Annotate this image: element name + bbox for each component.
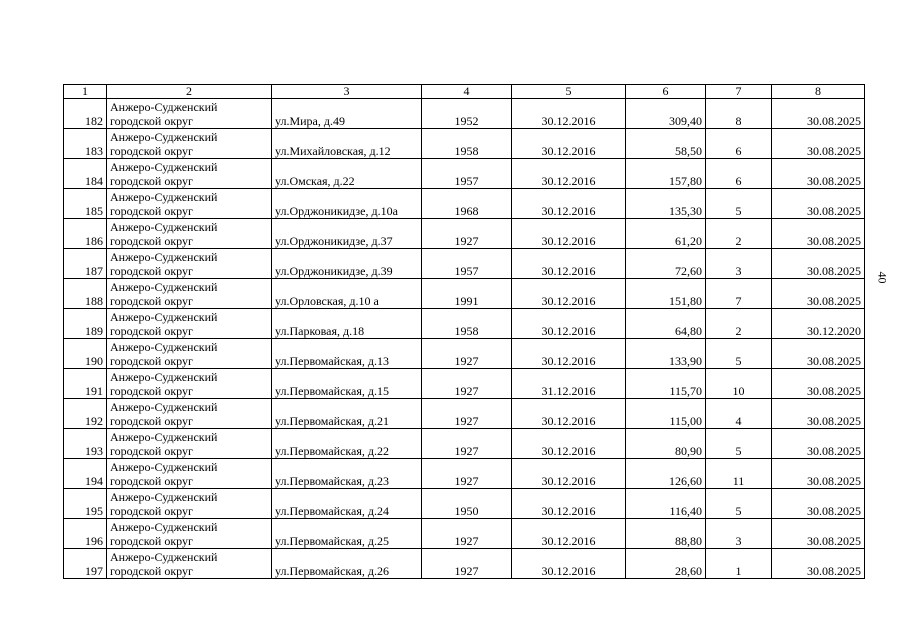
municipality-cell [107, 249, 272, 279]
municipality-line: Анжеро-Судженский [110, 220, 218, 234]
deadline-cell: 30.08.2025 [772, 429, 865, 459]
date-cell: 30.12.2016 [512, 489, 626, 519]
header-cell: 1 [64, 85, 107, 99]
year-cell: 1927 [422, 519, 512, 549]
municipality-line: городской округ [110, 474, 193, 488]
address-cell: ул.Мира, д.49 [272, 99, 422, 129]
municipality-cell [107, 309, 272, 339]
municipality-cell [107, 129, 272, 159]
area-cell: 133,90 [626, 339, 706, 369]
date-cell: 30.12.2016 [512, 279, 626, 309]
count-cell: 6 [706, 159, 772, 189]
municipality-cell [107, 519, 272, 549]
municipality-cell [107, 459, 272, 489]
count-cell: 1 [706, 549, 772, 579]
date-cell: 30.12.2016 [512, 189, 626, 219]
row-number-cell: 196 [64, 519, 107, 549]
date-cell: 30.12.2016 [512, 429, 626, 459]
address-cell: ул.Первомайская, д.21 [272, 399, 422, 429]
row-number-cell: 188 [64, 279, 107, 309]
row-number-cell: 197 [64, 549, 107, 579]
address-cell: ул.Орловская, д.10 а [272, 279, 422, 309]
count-cell: 4 [706, 399, 772, 429]
area-cell: 151,80 [626, 279, 706, 309]
deadline-cell: 30.08.2025 [772, 219, 865, 249]
header-cell: 5 [512, 85, 626, 99]
address-cell: ул.Орджоникидзе, д.39 [272, 249, 422, 279]
municipality-cell [107, 159, 272, 189]
row-number-cell: 186 [64, 219, 107, 249]
date-cell: 30.12.2016 [512, 129, 626, 159]
date-cell: 30.12.2016 [512, 159, 626, 189]
municipality-cell [107, 219, 272, 249]
table-header [64, 85, 865, 99]
table-row [64, 429, 865, 459]
municipality-line: городской округ [110, 144, 193, 158]
date-cell: 30.12.2016 [512, 309, 626, 339]
count-cell: 3 [706, 519, 772, 549]
deadline-cell: 30.08.2025 [772, 189, 865, 219]
municipality-line: Анжеро-Судженский [110, 340, 218, 354]
area-cell: 72,60 [626, 249, 706, 279]
year-cell: 1957 [422, 249, 512, 279]
municipality-line: Анжеро-Судженский [110, 400, 218, 414]
address-cell: ул.Михайловская, д.12 [272, 129, 422, 159]
municipality-line: городской округ [110, 564, 193, 578]
municipality-line: Анжеро-Судженский [110, 250, 218, 264]
address-cell: ул.Первомайская, д.25 [272, 519, 422, 549]
year-cell: 1952 [422, 99, 512, 129]
area-cell: 157,80 [626, 159, 706, 189]
municipality-line: городской округ [110, 114, 193, 128]
area-cell: 309,40 [626, 99, 706, 129]
municipality-line: Анжеро-Судженский [110, 310, 218, 324]
deadline-cell: 30.08.2025 [772, 399, 865, 429]
date-cell: 30.12.2016 [512, 549, 626, 579]
address-cell: ул.Первомайская, д.23 [272, 459, 422, 489]
deadline-cell: 30.08.2025 [772, 519, 865, 549]
deadline-cell: 30.08.2025 [772, 489, 865, 519]
count-cell: 2 [706, 309, 772, 339]
year-cell: 1968 [422, 189, 512, 219]
housing-registry-table [63, 84, 865, 579]
municipality-line: Анжеро-Судженский [110, 160, 218, 174]
address-cell: ул.Первомайская, д.13 [272, 339, 422, 369]
table-row [64, 459, 865, 489]
table-row [64, 189, 865, 219]
header-cell: 4 [422, 85, 512, 99]
date-cell: 30.12.2016 [512, 399, 626, 429]
table-row [64, 129, 865, 159]
row-number-cell: 192 [64, 399, 107, 429]
table-row [64, 519, 865, 549]
count-cell: 2 [706, 219, 772, 249]
area-cell: 116,40 [626, 489, 706, 519]
row-number-cell: 185 [64, 189, 107, 219]
area-cell: 88,80 [626, 519, 706, 549]
year-cell: 1950 [422, 489, 512, 519]
date-cell: 30.12.2016 [512, 99, 626, 129]
row-number-cell: 195 [64, 489, 107, 519]
date-cell: 30.12.2016 [512, 519, 626, 549]
address-cell: ул.Омская, д.22 [272, 159, 422, 189]
year-cell: 1927 [422, 339, 512, 369]
municipality-cell [107, 279, 272, 309]
count-cell: 5 [706, 339, 772, 369]
area-cell: 28,60 [626, 549, 706, 579]
header-cell: 6 [626, 85, 706, 99]
municipality-line: Анжеро-Судженский [110, 490, 218, 504]
municipality-cell [107, 339, 272, 369]
municipality-line: Анжеро-Судженский [110, 460, 218, 474]
address-cell: ул.Парковая, д.18 [272, 309, 422, 339]
deadline-cell: 30.08.2025 [772, 99, 865, 129]
count-cell: 3 [706, 249, 772, 279]
municipality-line: городской округ [110, 234, 193, 248]
municipality-line: городской округ [110, 384, 193, 398]
header-cell: 2 [107, 85, 272, 99]
header-cell: 3 [272, 85, 422, 99]
table-row [64, 369, 865, 399]
table-row [64, 399, 865, 429]
area-cell: 64,80 [626, 309, 706, 339]
date-cell: 30.12.2016 [512, 249, 626, 279]
area-cell: 61,20 [626, 219, 706, 249]
date-cell: 30.12.2016 [512, 219, 626, 249]
deadline-cell: 30.08.2025 [772, 159, 865, 189]
municipality-line: городской округ [110, 504, 193, 518]
municipality-line: Анжеро-Судженский [110, 100, 218, 114]
row-number-cell: 190 [64, 339, 107, 369]
table-row [64, 99, 865, 129]
municipality-cell [107, 189, 272, 219]
address-cell: ул.Орджоникидзе, д.10а [272, 189, 422, 219]
address-cell: ул.Первомайская, д.24 [272, 489, 422, 519]
deadline-cell: 30.08.2025 [772, 339, 865, 369]
deadline-cell: 30.08.2025 [772, 279, 865, 309]
header-cell: 8 [772, 85, 865, 99]
deadline-cell: 30.08.2025 [772, 459, 865, 489]
count-cell: 7 [706, 279, 772, 309]
table-body [64, 99, 865, 579]
deadline-cell: 30.08.2025 [772, 249, 865, 279]
area-cell: 80,90 [626, 429, 706, 459]
year-cell: 1991 [422, 279, 512, 309]
municipality-line: Анжеро-Судженский [110, 370, 218, 384]
year-cell: 1958 [422, 129, 512, 159]
row-number-cell: 187 [64, 249, 107, 279]
municipality-line: городской округ [110, 534, 193, 548]
municipality-line: городской округ [110, 264, 193, 278]
year-cell: 1927 [422, 219, 512, 249]
year-cell: 1927 [422, 369, 512, 399]
count-cell: 5 [706, 189, 772, 219]
header-cell: 7 [706, 85, 772, 99]
deadline-cell: 30.08.2025 [772, 369, 865, 399]
municipality-line: городской округ [110, 204, 193, 218]
deadline-cell: 30.12.2020 [772, 309, 865, 339]
page-number: 40 [875, 271, 890, 284]
municipality-line: Анжеро-Судженский [110, 520, 218, 534]
table-row [64, 339, 865, 369]
municipality-line: городской округ [110, 444, 193, 458]
area-cell: 58,50 [626, 129, 706, 159]
count-cell: 8 [706, 99, 772, 129]
municipality-line: городской округ [110, 324, 193, 338]
area-cell: 115,70 [626, 369, 706, 399]
row-number-cell: 189 [64, 309, 107, 339]
municipality-cell [107, 99, 272, 129]
count-cell: 11 [706, 459, 772, 489]
deadline-cell: 30.08.2025 [772, 129, 865, 159]
date-cell: 31.12.2016 [512, 369, 626, 399]
year-cell: 1957 [422, 159, 512, 189]
year-cell: 1927 [422, 549, 512, 579]
row-number-cell: 191 [64, 369, 107, 399]
header-row [64, 85, 865, 99]
table-row [64, 309, 865, 339]
municipality-line: городской округ [110, 354, 193, 368]
date-cell: 30.12.2016 [512, 339, 626, 369]
municipality-line: Анжеро-Судженский [110, 190, 218, 204]
count-cell: 10 [706, 369, 772, 399]
row-number-cell: 193 [64, 429, 107, 459]
municipality-cell [107, 549, 272, 579]
deadline-cell: 30.08.2025 [772, 549, 865, 579]
table-row [64, 249, 865, 279]
area-cell: 135,30 [626, 189, 706, 219]
year-cell: 1958 [422, 309, 512, 339]
municipality-cell [107, 429, 272, 459]
municipality-line: городской округ [110, 174, 193, 188]
municipality-cell [107, 399, 272, 429]
count-cell: 5 [706, 489, 772, 519]
table-row [64, 279, 865, 309]
municipality-line: городской округ [110, 294, 193, 308]
municipality-cell [107, 489, 272, 519]
row-number-cell: 184 [64, 159, 107, 189]
address-cell: ул.Первомайская, д.26 [272, 549, 422, 579]
year-cell: 1927 [422, 459, 512, 489]
row-number-cell: 183 [64, 129, 107, 159]
row-number-cell: 194 [64, 459, 107, 489]
table-row [64, 159, 865, 189]
municipality-line: городской округ [110, 414, 193, 428]
year-cell: 1927 [422, 399, 512, 429]
address-cell: ул.Первомайская, д.15 [272, 369, 422, 399]
date-cell: 30.12.2016 [512, 459, 626, 489]
municipality-line: Анжеро-Судженский [110, 130, 218, 144]
municipality-line: Анжеро-Судженский [110, 430, 218, 444]
address-cell: ул.Первомайская, д.22 [272, 429, 422, 459]
area-cell: 126,60 [626, 459, 706, 489]
count-cell: 6 [706, 129, 772, 159]
municipality-cell [107, 369, 272, 399]
year-cell: 1927 [422, 429, 512, 459]
table-row [64, 549, 865, 579]
table-row [64, 219, 865, 249]
count-cell: 5 [706, 429, 772, 459]
municipality-line: Анжеро-Судженский [110, 280, 218, 294]
area-cell: 115,00 [626, 399, 706, 429]
row-number-cell: 182 [64, 99, 107, 129]
municipality-line: Анжеро-Судженский [110, 550, 218, 564]
address-cell: ул.Орджоникидзе, д.37 [272, 219, 422, 249]
table-row [64, 489, 865, 519]
